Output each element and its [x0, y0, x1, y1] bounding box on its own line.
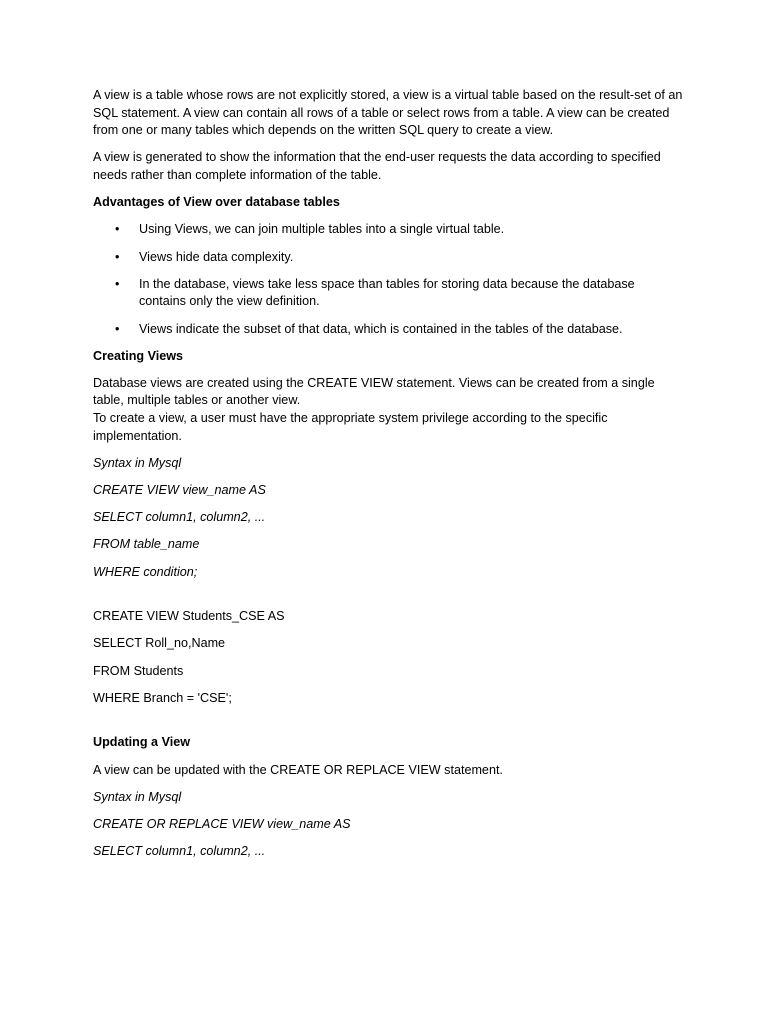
- updating-view-heading: Updating a View: [93, 735, 191, 750]
- list-item: [93, 249, 683, 267]
- creating-syntax-line: SELECT column1, column2, ...: [93, 510, 266, 525]
- creating-views-description: [93, 375, 683, 445]
- creating-description-line-1: Database views are created using the CREATE VIEW statement. Views can be created from a single table, multiple tables or another view.: [93, 375, 655, 408]
- example-code-line: WHERE Branch = 'CSE';: [93, 690, 232, 705]
- bullet-icon: •: [115, 222, 120, 237]
- list-item-text: Using Views, we can join multiple tables into a single virtual table.: [139, 222, 505, 237]
- bullet-icon: •: [115, 321, 120, 336]
- example-code-line: SELECT Roll_no,Name: [93, 636, 226, 651]
- creating-syntax-label: Syntax in Mysql: [93, 455, 182, 470]
- updating-view-description: A view can be updated with the CREATE OR REPLACE VIEW statement.: [93, 762, 503, 777]
- list-item: [93, 276, 683, 311]
- creating-description-line-2: To create a view, a user must have the appropriate system privilege according to the specific implementation.: [93, 411, 608, 443]
- list-item: [93, 321, 683, 339]
- bullet-icon: •: [115, 249, 120, 264]
- list-item: [93, 221, 683, 239]
- bullet-icon: •: [115, 276, 120, 291]
- updating-syntax-label: Syntax in Mysql: [93, 789, 182, 804]
- example-code-line: FROM Students: [93, 663, 184, 678]
- list-item-text: In the database, views take less space than tables for storing data because the database contains only the view definition.: [139, 276, 635, 309]
- example-code-line: CREATE VIEW Students_CSE AS: [93, 609, 285, 624]
- document-page: [93, 87, 683, 870]
- advantages-list: [93, 221, 683, 338]
- intro-paragraph-1: A view is a table whose rows are not explicitly stored, a view is a virtual table based on the result-set of an SQL statement. A view can contain all rows of a table or select rows from a table. A view can be created from one or many tables which depends on the written SQL query to create a view.: [93, 88, 683, 138]
- creating-syntax-line: FROM table_name: [93, 537, 200, 552]
- list-item-text: Views indicate the subset of that data, which is contained in the tables of the database.: [139, 321, 623, 336]
- creating-syntax-line: CREATE VIEW view_name AS: [93, 483, 266, 498]
- intro-paragraph-2: A view is generated to show the information that the end-user requests the data according to specified needs rather than complete information of the table.: [93, 150, 661, 182]
- list-item-text: Views hide data complexity.: [139, 249, 294, 264]
- updating-syntax-line: SELECT column1, column2, ...: [93, 844, 266, 859]
- advantages-heading: Advantages of View over database tables: [93, 195, 340, 210]
- creating-syntax-line: WHERE condition;: [93, 564, 198, 579]
- updating-syntax-line: CREATE OR REPLACE VIEW view_name AS: [93, 816, 351, 831]
- creating-views-heading: Creating Views: [93, 348, 184, 363]
